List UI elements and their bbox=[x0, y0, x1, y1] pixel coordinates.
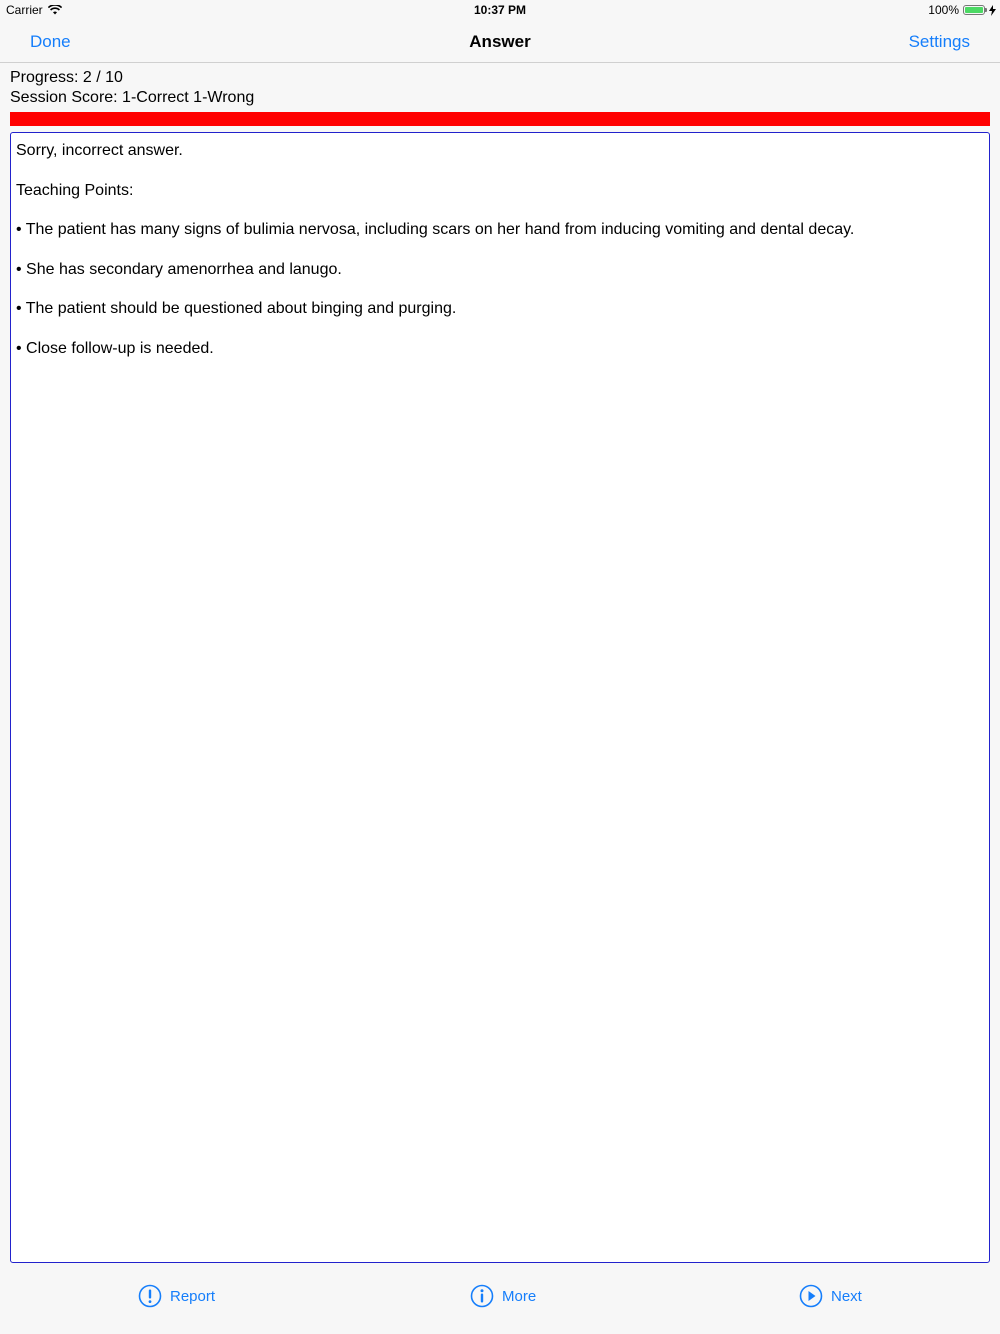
battery-level bbox=[965, 7, 983, 13]
answer-result: Sorry, incorrect answer. bbox=[16, 142, 183, 159]
settings-button[interactable]: Settings bbox=[908, 32, 970, 51]
navigation-bar bbox=[0, 20, 1000, 63]
page-title: Answer bbox=[469, 32, 531, 51]
battery-icon bbox=[963, 5, 985, 15]
battery-percent: 100% bbox=[928, 3, 959, 17]
carrier-label: Carrier bbox=[6, 3, 43, 17]
done-button[interactable]: Done bbox=[30, 32, 71, 51]
exclamation-circle-icon bbox=[138, 1284, 162, 1308]
next-button[interactable] bbox=[799, 1284, 862, 1308]
teaching-points-heading: Teaching Points: bbox=[16, 181, 134, 199]
progress-info bbox=[10, 68, 254, 108]
session-score-text: Session Score: 1-Correct 1-Wrong bbox=[10, 89, 255, 106]
charging-bolt-icon bbox=[989, 5, 996, 16]
answer-panel[interactable] bbox=[10, 132, 990, 1263]
next-label: Next bbox=[831, 1287, 862, 1305]
bottom-toolbar bbox=[0, 1268, 1000, 1334]
progress-bar bbox=[10, 112, 990, 126]
status-bar bbox=[0, 0, 1000, 20]
status-time: 10:37 PM bbox=[473, 3, 527, 17]
progress-text: Progress: 2 / 10 bbox=[10, 69, 123, 86]
play-circle-icon bbox=[799, 1284, 823, 1308]
info-circle-icon bbox=[470, 1284, 494, 1308]
progress-bar-fill bbox=[10, 112, 990, 126]
report-button[interactable] bbox=[138, 1284, 215, 1308]
more-label: More bbox=[502, 1287, 537, 1305]
teaching-point: • The patient has many signs of bulimia nervosa, including scars on her hand from inducing vomiting and dental decay. bbox=[16, 221, 855, 238]
more-button[interactable] bbox=[470, 1284, 536, 1308]
teaching-point: • The patient should be questioned about binging and purging. bbox=[16, 300, 457, 317]
teaching-point: • She has secondary amenorrhea and lanugo. bbox=[16, 260, 342, 278]
report-label: Report bbox=[170, 1287, 216, 1305]
teaching-point: • Close follow-up is needed. bbox=[16, 339, 214, 357]
